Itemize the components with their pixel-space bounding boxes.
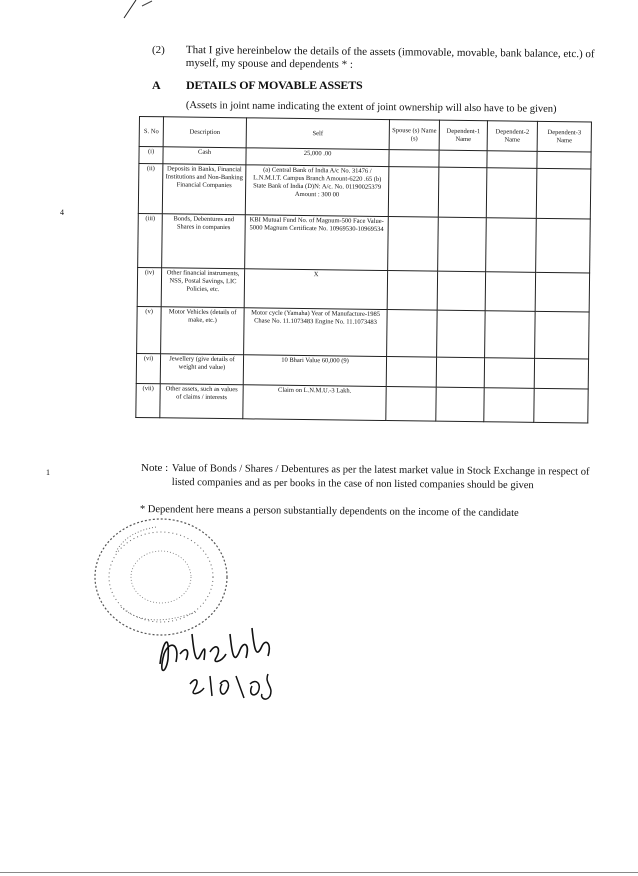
cell-dependent-3	[534, 358, 588, 389]
table-row	[138, 213, 591, 273]
margin-mark: 1	[46, 468, 50, 477]
cell-spouse	[387, 310, 438, 358]
page-bottom-edge	[0, 872, 638, 873]
header-self: Self	[246, 118, 389, 150]
section-title: DETAILS OF MOVABLE ASSETS	[186, 78, 363, 92]
cell-dependent-2	[484, 358, 534, 389]
header-sno: S. No	[139, 117, 163, 147]
cell-spouse	[386, 387, 436, 422]
cell-self: (a) Central Bank of India A/c No. 31476 / L.N.M.I.T. Campus Branch Amount-6220 .65 (b) State Bank of India (D)N: A/c. No. 01190025379 Amount : 300 00	[245, 165, 389, 217]
cell-dependent-3	[534, 388, 588, 423]
cell-description: Cash	[163, 147, 246, 165]
section-letter: A	[152, 78, 161, 92]
table-row	[137, 306, 590, 359]
cell-spouse	[387, 271, 437, 311]
cell-spouse	[389, 150, 439, 168]
cell-description: Other assets, such as values of claims / interests	[160, 384, 243, 419]
cell-dependent-3	[537, 151, 591, 169]
cell-self: KBI Mutual Fund No. of Magnum-500 Face Value- 5000 Magnum Certificate No. 10969530-10969534	[245, 215, 389, 271]
header-spouse: Spouse (s) Name (s)	[389, 120, 439, 151]
cell-dependent-3	[536, 218, 591, 273]
table-row	[138, 164, 591, 220]
cell-dependent-1	[436, 387, 484, 422]
cell-spouse	[386, 357, 436, 388]
cell-self: Claim on L.N.M.U.-3 Lakh.	[243, 385, 386, 421]
header-description: Description	[163, 117, 246, 148]
cell-dependent-2	[484, 388, 534, 423]
header-dependent-1: Dependent-1 Name	[439, 120, 487, 151]
cell-sno: (vii)	[136, 383, 160, 417]
cell-sno: (vi)	[136, 353, 160, 383]
cell-sno: (iii)	[138, 213, 163, 267]
cell-dependent-3	[535, 272, 589, 312]
handwritten-signature	[140, 604, 320, 719]
intro-statement: That I give hereinbelow the details of the assets (immovable, movable, bank balance, etc.) of myself, my spouse and dependents * :	[185, 44, 595, 71]
cell-dependent-3	[535, 311, 590, 359]
cell-dependent-1	[439, 150, 487, 168]
table-row	[137, 267, 589, 312]
cell-dependent-1	[438, 167, 487, 218]
cell-dependent-1	[436, 357, 484, 388]
cell-dependent-3	[536, 168, 591, 219]
cell-description: Bonds, Debentures and Shares in companies	[162, 214, 246, 269]
cell-description: Deposits in Banks, Financial Institutions and Non-Banking Financial Companies	[162, 164, 246, 215]
cell-dependent-1	[438, 217, 487, 272]
cell-self: X	[244, 269, 387, 310]
cell-dependent-2	[486, 168, 537, 219]
cell-sno: (ii)	[138, 164, 163, 214]
note-text: Value of Bonds / Shares / Debentures as per the latest market value in Stock Exchange in respect of listed companies and as per books in the case of non listed companies should be given	[171, 462, 590, 492]
margin-mark: 4	[60, 208, 64, 217]
cell-dependent-2	[485, 311, 536, 359]
table-row	[136, 383, 588, 423]
header-dependent-3: Dependent-3 Name	[537, 121, 591, 152]
cell-spouse	[388, 167, 439, 218]
item-number: (2)	[152, 44, 165, 56]
cell-self: 25,000 .00	[246, 148, 389, 167]
cell-sno: (v)	[137, 306, 162, 353]
cell-sno: (i)	[139, 147, 163, 164]
section-subtitle: (Assets in joint name indicating the extent of joint ownership will also have to be given)	[185, 100, 557, 115]
cell-dependent-1	[437, 271, 485, 311]
cell-description: Jewellery (give details of weight and value)	[160, 354, 243, 385]
scan-edge-mark	[122, 0, 162, 25]
cell-dependent-2	[487, 151, 537, 169]
cell-dependent-2	[486, 218, 537, 273]
movable-assets-table	[135, 116, 592, 424]
header-dependent-2: Dependent-2 Name	[487, 121, 537, 152]
cell-description: Motor Vehicles (details of make, etc.)	[161, 307, 245, 355]
cell-dependent-1	[437, 310, 486, 358]
cell-dependent-2	[485, 272, 535, 312]
cell-spouse	[388, 217, 439, 272]
dependent-footnote: * Dependent here means a person substantially dependents on the income of the candidate	[139, 504, 519, 519]
note-label: Note :	[141, 462, 169, 474]
cell-sno: (iv)	[137, 267, 161, 306]
cell-self: 10 Bhari Value 60,000 (9)	[243, 355, 386, 387]
cell-self: Motor cycle (Yamaha) Year of Manufacture-1985 Chase No. 11.1073483 Engine No. 11.1073483	[244, 308, 388, 357]
cell-description: Other financial instruments, NSS, Postal Savings, LIC Policies, etc.	[161, 268, 244, 308]
